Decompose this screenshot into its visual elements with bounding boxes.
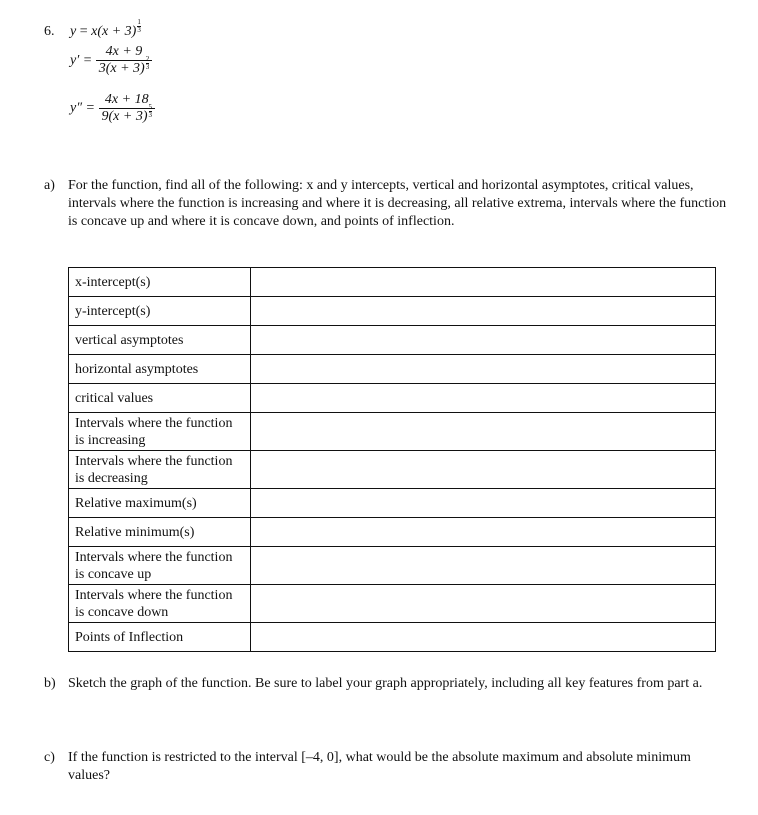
row-label: Intervals where the function is decreasing xyxy=(69,451,251,489)
table-row xyxy=(69,451,716,489)
part-c-label: c) xyxy=(44,750,55,765)
row-label: Intervals where the function is increasing xyxy=(69,413,251,451)
part-b-label: b) xyxy=(44,676,56,691)
table-row xyxy=(69,355,716,384)
row-label: vertical asymptotes xyxy=(69,326,251,355)
row-label: x-intercept(s) xyxy=(69,268,251,297)
part-a-text: For the function, find all of the following: x and y intercepts, vertical and horizontal asymptotes, critical values, intervals where the function is increasing and where it is decreasing, all relative extrema, intervals where the function is concave up and where it is concave down, and points of inflection. xyxy=(68,178,727,229)
row-label: horizontal asymptotes xyxy=(69,355,251,384)
part-a-label: a) xyxy=(44,178,55,193)
function-exponent: $\frac{1}{3}$ xyxy=(137,18,141,34)
answer-cell[interactable] xyxy=(251,518,716,547)
answer-cell[interactable] xyxy=(251,326,716,355)
row-label: critical values xyxy=(69,384,251,413)
function-lhs: y xyxy=(70,24,77,39)
table-row xyxy=(69,326,716,355)
second-derivative-numerator: 4x + 18 xyxy=(104,92,149,107)
row-label: Relative minimum(s) xyxy=(69,518,251,547)
part-b-text: Sketch the graph of the function. Be sure to label your graph appropriately, including all key features from part a. xyxy=(68,676,703,691)
table-row xyxy=(69,518,716,547)
table-row xyxy=(69,547,716,585)
answer-cell[interactable] xyxy=(251,355,716,384)
table-row xyxy=(69,384,716,413)
answer-cell[interactable] xyxy=(251,585,716,623)
first-derivative-lhs: y′ = xyxy=(70,52,93,68)
function-rhs: x(x + 3) xyxy=(91,24,137,39)
second-derivative-fraction xyxy=(99,92,156,125)
second-derivative-denominator: 9(x + 3) xyxy=(101,109,148,124)
table-row xyxy=(69,623,716,652)
features-table xyxy=(68,267,716,652)
first-derivative-denominator: 3(x + 3) xyxy=(98,61,145,76)
row-label: Intervals where the function is concave down xyxy=(69,585,251,623)
row-label: Relative maximum(s) xyxy=(69,489,251,518)
second-derivative xyxy=(70,92,155,125)
answer-cell[interactable] xyxy=(251,623,716,652)
answer-cell[interactable] xyxy=(251,489,716,518)
answer-cell[interactable] xyxy=(251,384,716,413)
answer-cell[interactable] xyxy=(251,451,716,489)
answer-cell[interactable] xyxy=(251,297,716,326)
second-derivative-lhs: y″ = xyxy=(70,100,95,116)
first-derivative-fraction xyxy=(96,44,153,77)
table-row xyxy=(69,268,716,297)
part-c-text: If the function is restricted to the interval [–4, 0], what would be the absolute maximum and absolute minimum values? xyxy=(68,750,691,783)
first-derivative xyxy=(70,44,152,77)
table-row xyxy=(69,413,716,451)
table-row xyxy=(69,297,716,326)
answer-cell[interactable] xyxy=(251,413,716,451)
function-equation: y = x(x + 3) $\frac{1}{3}$ xyxy=(70,18,141,39)
problem-number: 6. xyxy=(44,24,55,39)
row-label: Intervals where the function is concave up xyxy=(69,547,251,585)
first-derivative-exponent: $\frac{2}{3}$ xyxy=(145,55,150,71)
answer-cell[interactable] xyxy=(251,547,716,585)
table-row xyxy=(69,585,716,623)
second-derivative-exponent: $\frac{5}{3}$ xyxy=(148,103,152,119)
row-label: Points of Inflection xyxy=(69,623,251,652)
first-derivative-numerator: 4x + 9 xyxy=(105,44,143,59)
row-label: y-intercept(s) xyxy=(69,297,251,326)
table-row xyxy=(69,489,716,518)
answer-cell[interactable] xyxy=(251,268,716,297)
